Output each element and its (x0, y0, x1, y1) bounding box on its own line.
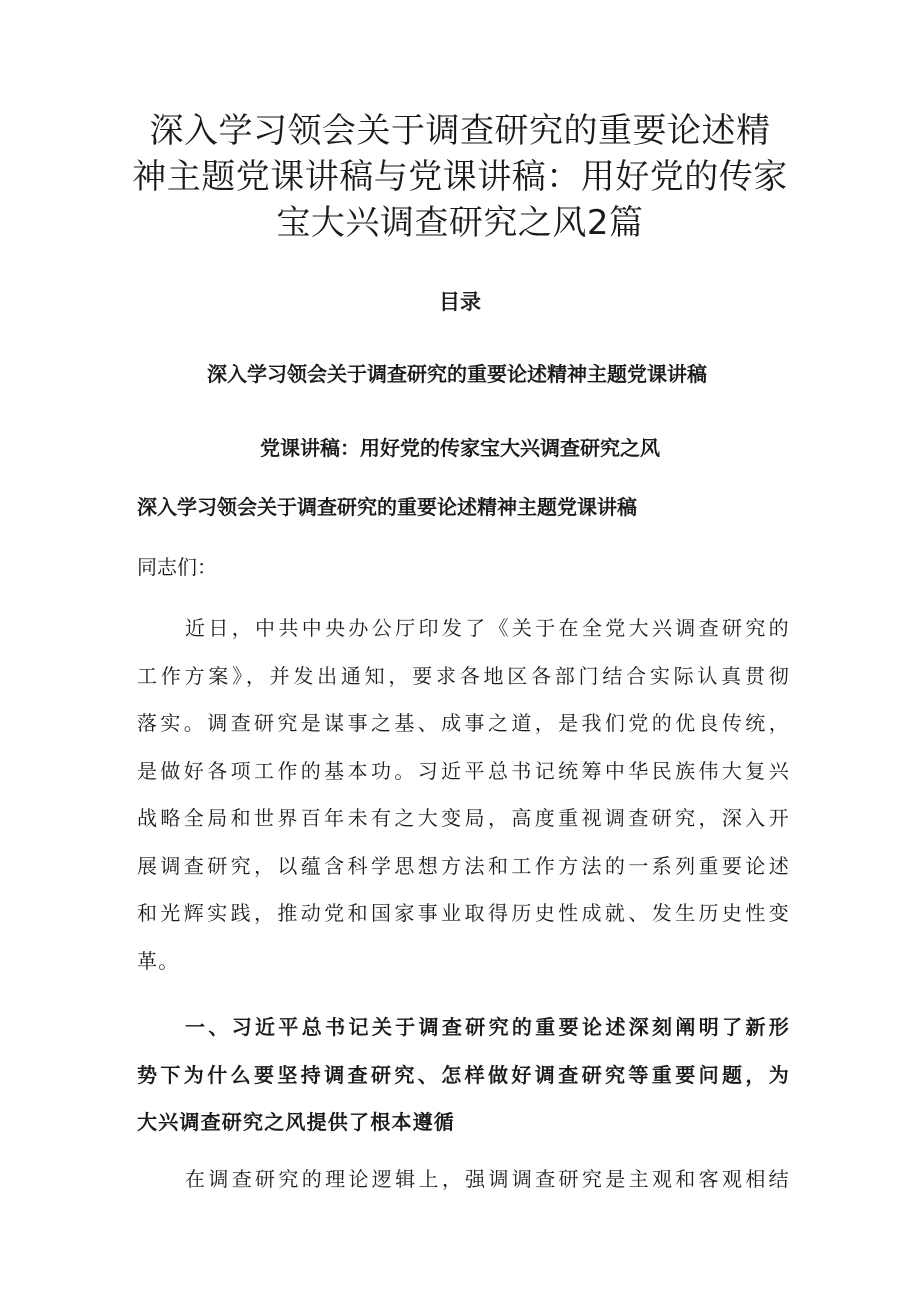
section-heading-1 (137, 1004, 790, 1147)
heading-line: 大兴调查研究之风提供了根本遵循 (137, 1110, 455, 1134)
paragraph-line: 工作方案》，并发出通知，要求各地区各部门结合实际认真贯彻 (137, 663, 790, 688)
heading-line: 一、习近平总书记关于调查研究的重要论述深刻阐明了新形 (185, 1015, 790, 1039)
heading-line: 势下为什么要坚持调查研究、怎样做好调查研究等重要问题，为 (137, 1062, 790, 1087)
paragraph-line: 在调查研究的理论逻辑上，强调调查研究是主观和客观相结 (185, 1167, 790, 1191)
paragraph-line: 近日，中共中央办公厅印发了《关于在全党大兴调查研究的 (185, 616, 790, 640)
paragraph-line: 革。 (137, 948, 180, 973)
paragraph-line: 落实。调查研究是谋事之基、成事之道，是我们党的优良传统， (137, 711, 790, 735)
toc-heading: 目录 (439, 290, 481, 314)
body-paragraph (137, 1156, 790, 1204)
document-title (130, 108, 790, 246)
section-title: 深入学习领会关于调查研究的重要论述精神主题党课讲稿 (137, 495, 637, 519)
title-line: 深入学习领会关于调查研究的重要论述精 (149, 111, 771, 151)
paragraph-line: 和光辉实践，推动党和国家事业取得历史性成就、发生历史性变 (137, 901, 790, 925)
greeting: 同志们： (137, 555, 217, 579)
paragraph-line: 展调查研究，以蕴含科学思想方法和工作方法的一系列重要论述 (137, 853, 790, 878)
body-paragraph (137, 605, 790, 985)
toc-item[interactable]: 党课讲稿：用好党的传家宝大兴调查研究之风 (260, 436, 660, 460)
title-line: 神主题党课讲稿与党课讲稿：用好党的传家 (132, 157, 788, 197)
title-line: 宝大兴调查研究之风2篇 (276, 203, 644, 243)
toc-item[interactable]: 深入学习领会关于调查研究的重要论述精神主题党课讲稿 (207, 362, 707, 386)
paragraph-line: 是做好各项工作的基本功。习近平总书记统筹中华民族伟大复兴 (137, 758, 790, 783)
paragraph-line: 战略全局和世界百年未有之大变局，高度重视调查研究，深入开 (137, 806, 790, 830)
